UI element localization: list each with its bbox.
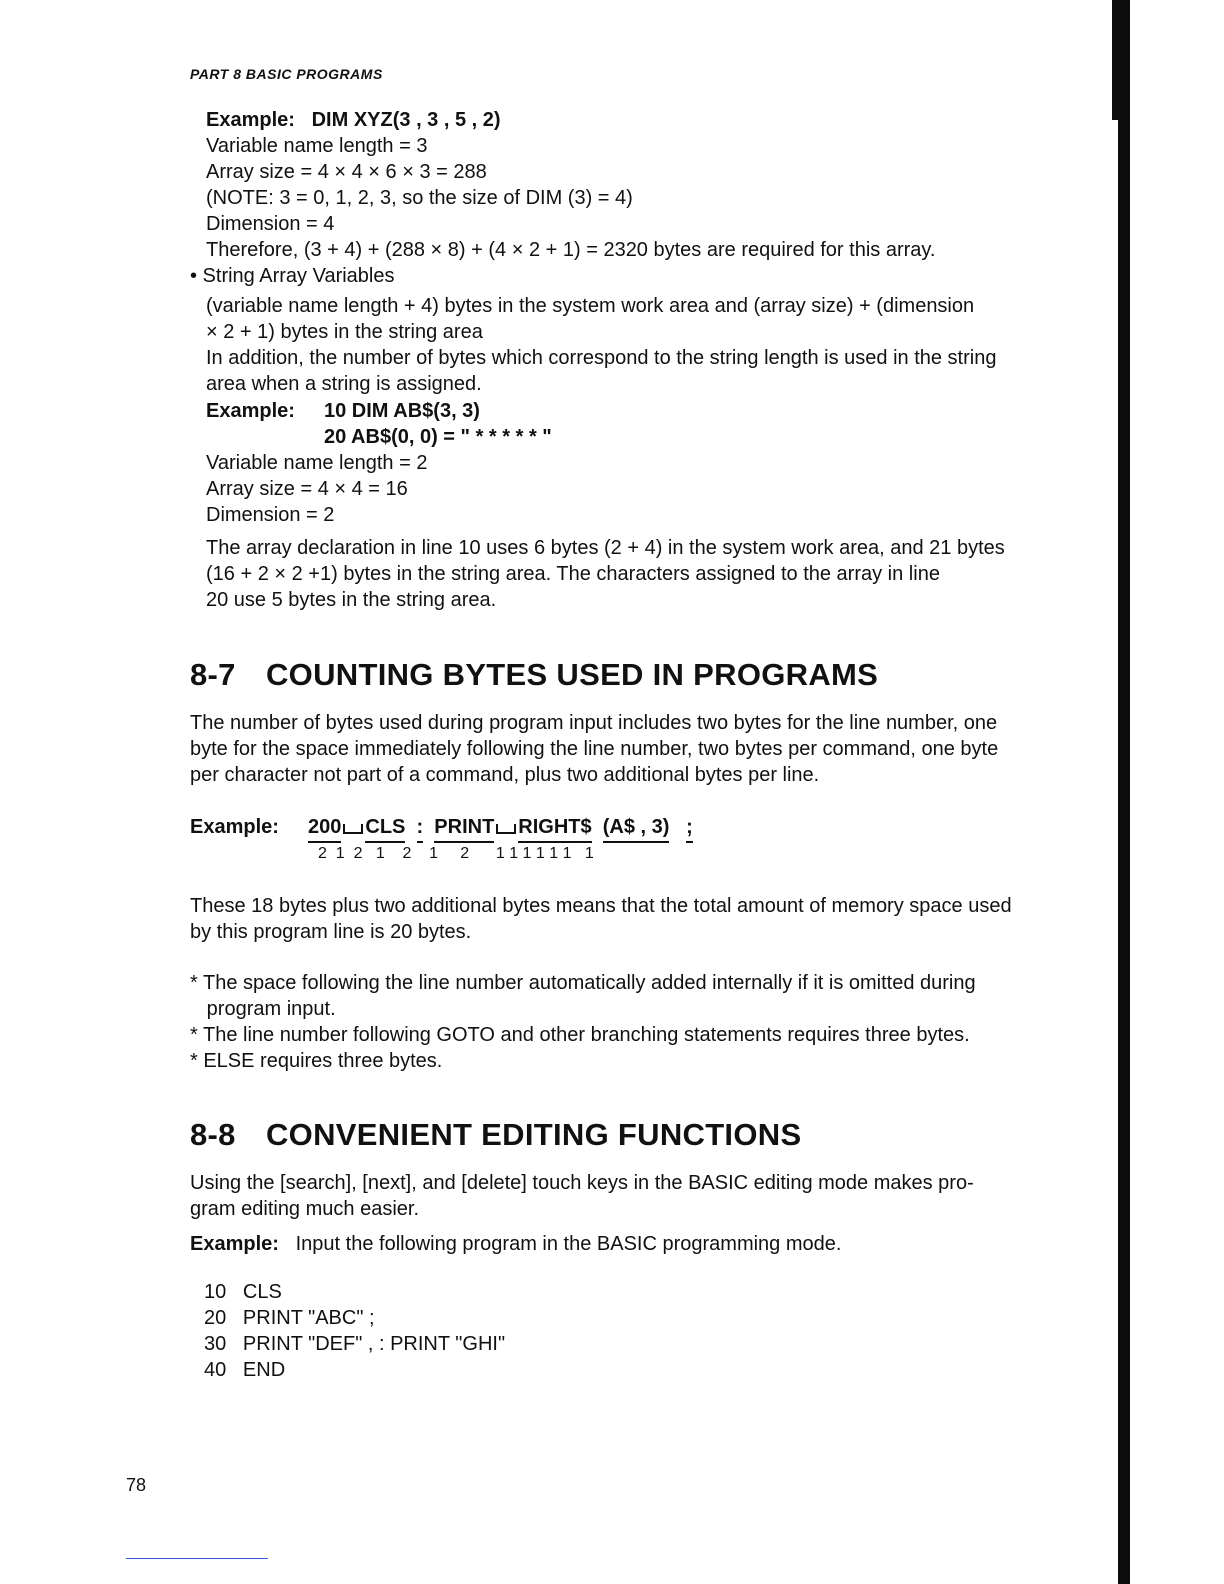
para-line: gram editing much easier. <box>190 1198 420 1220</box>
example2-line: Variable name length = 2 <box>206 452 428 474</box>
para-line: × 2 + 1) bytes in the string area <box>206 321 483 343</box>
byte-example-line <box>308 814 693 843</box>
space-symbol-icon <box>343 824 363 834</box>
token-print: PRINT <box>434 814 494 843</box>
note-item: * The line number following GOTO and other branching statements requires three bytes. <box>190 1024 970 1046</box>
token-line-number: 200 <box>308 814 341 843</box>
example1-block <box>206 107 935 263</box>
string-array-para1 <box>206 293 974 345</box>
para-line: by this program line is 20 bytes. <box>190 921 472 943</box>
page-scan-edge <box>1118 0 1130 1584</box>
footer-rule <box>126 1558 268 1559</box>
section-8-8-heading <box>190 1117 801 1153</box>
example1-line: Variable name length = 3 <box>206 135 428 157</box>
token-semicolon: ; <box>686 814 693 843</box>
section-title: CONVENIENT EDITING FUNCTIONS <box>266 1117 802 1152</box>
section-8-7-intro <box>190 710 998 788</box>
para-line: The array declaration in line 10 uses 6 bytes (2 + 4) in the system work area, and 21 bytes <box>206 537 1005 559</box>
section-number: 8-7 <box>190 657 236 692</box>
para-line: 20 use 5 bytes in the string area. <box>206 589 497 611</box>
token-right: RIGHT$ <box>518 814 591 843</box>
section-number: 8-8 <box>190 1117 236 1152</box>
note-item: program input. <box>190 998 336 1020</box>
example1-label: Example: <box>206 109 295 131</box>
para-line: These 18 bytes plus two additional bytes means that the total amount of memory space used <box>190 895 1012 917</box>
page-scan-edge-tip <box>1112 0 1120 120</box>
section-8-7-summary <box>190 893 1012 945</box>
program-line: 20 PRINT "ABC" ; <box>204 1307 375 1329</box>
example2-code1: 10 DIM AB$(3, 3) <box>324 400 480 422</box>
example1-line: (NOTE: 3 = 0, 1, 2, 3, so the size of DIM (3) = 4) <box>206 187 633 209</box>
para-line: per character not part of a command, plus two additional bytes per line. <box>190 764 820 786</box>
note-item: * The space following the line number automatically added internally if it is omitted during <box>190 972 976 994</box>
page-number: 78 <box>126 1475 147 1495</box>
example-label: Example: <box>190 1233 279 1255</box>
byte-count-row: 2 1 2 1 2 1 2 1 1 1 1 1 1 1 <box>318 845 594 862</box>
example1-heading <box>206 107 935 133</box>
section-8-8-intro <box>190 1170 974 1222</box>
program-line: 10 CLS <box>204 1281 282 1303</box>
program-listing <box>204 1279 505 1383</box>
example2-label: Example: <box>206 400 295 422</box>
program-line: 30 PRINT "DEF" , : PRINT "GHI" <box>204 1333 506 1355</box>
string-array-para2 <box>206 345 996 397</box>
program-line: 40 END <box>204 1359 286 1381</box>
para-line: area when a string is assigned. <box>206 373 482 395</box>
section-8-7-notes <box>190 970 976 1074</box>
para-line: byte for the space immediately following the line number, two bytes per command, one byte <box>190 738 999 760</box>
example2-line: Array size = 4 × 4 = 16 <box>206 478 408 500</box>
example1-line: Therefore, (3 + 4) + (288 × 8) + (4 × 2 + 1) = 2320 bytes are required for this array. <box>206 239 936 261</box>
token-colon: : <box>417 814 424 843</box>
example1-line: Dimension = 4 <box>206 213 335 235</box>
para-line: The number of bytes used during program input includes two bytes for the line number, one <box>190 712 998 734</box>
example1-line: Array size = 4 × 4 × 6 × 3 = 288 <box>206 161 487 183</box>
token-cls: CLS <box>365 814 405 843</box>
para-line: (variable name length + 4) bytes in the system work area and (array size) + (dimension <box>206 295 975 317</box>
para-line: (16 + 2 × 2 +1) bytes in the string area. The characters assigned to the array in line <box>206 563 940 585</box>
space-symbol-icon <box>496 824 516 834</box>
section-title: COUNTING BYTES USED IN PROGRAMS <box>266 657 879 692</box>
para-line: In addition, the number of bytes which correspond to the string length is used in the string <box>206 347 997 369</box>
note-item: * ELSE requires three bytes. <box>190 1050 443 1072</box>
para-line: Using the [search], [next], and [delete] touch keys in the BASIC editing mode makes pro- <box>190 1172 974 1194</box>
example1-code: DIM XYZ(3 , 3 , 5 , 2) <box>311 109 501 131</box>
section-8-7-heading <box>190 657 878 693</box>
example2-paragraph <box>206 535 1005 613</box>
string-array-bullet: • String Array Variables <box>190 265 395 287</box>
running-head: PART 8 BASIC PROGRAMS <box>190 66 383 82</box>
byte-example-label: Example: <box>190 816 279 838</box>
section-8-8-example <box>190 1231 841 1257</box>
example2-lines <box>206 450 427 528</box>
example-text: Input the following program in the BASIC programming mode. <box>295 1233 842 1255</box>
example2-code2: 20 AB$(0, 0) = " * * * * * " <box>324 426 552 448</box>
example2-line: Dimension = 2 <box>206 504 335 526</box>
token-args: (A$ , 3) <box>603 814 670 843</box>
